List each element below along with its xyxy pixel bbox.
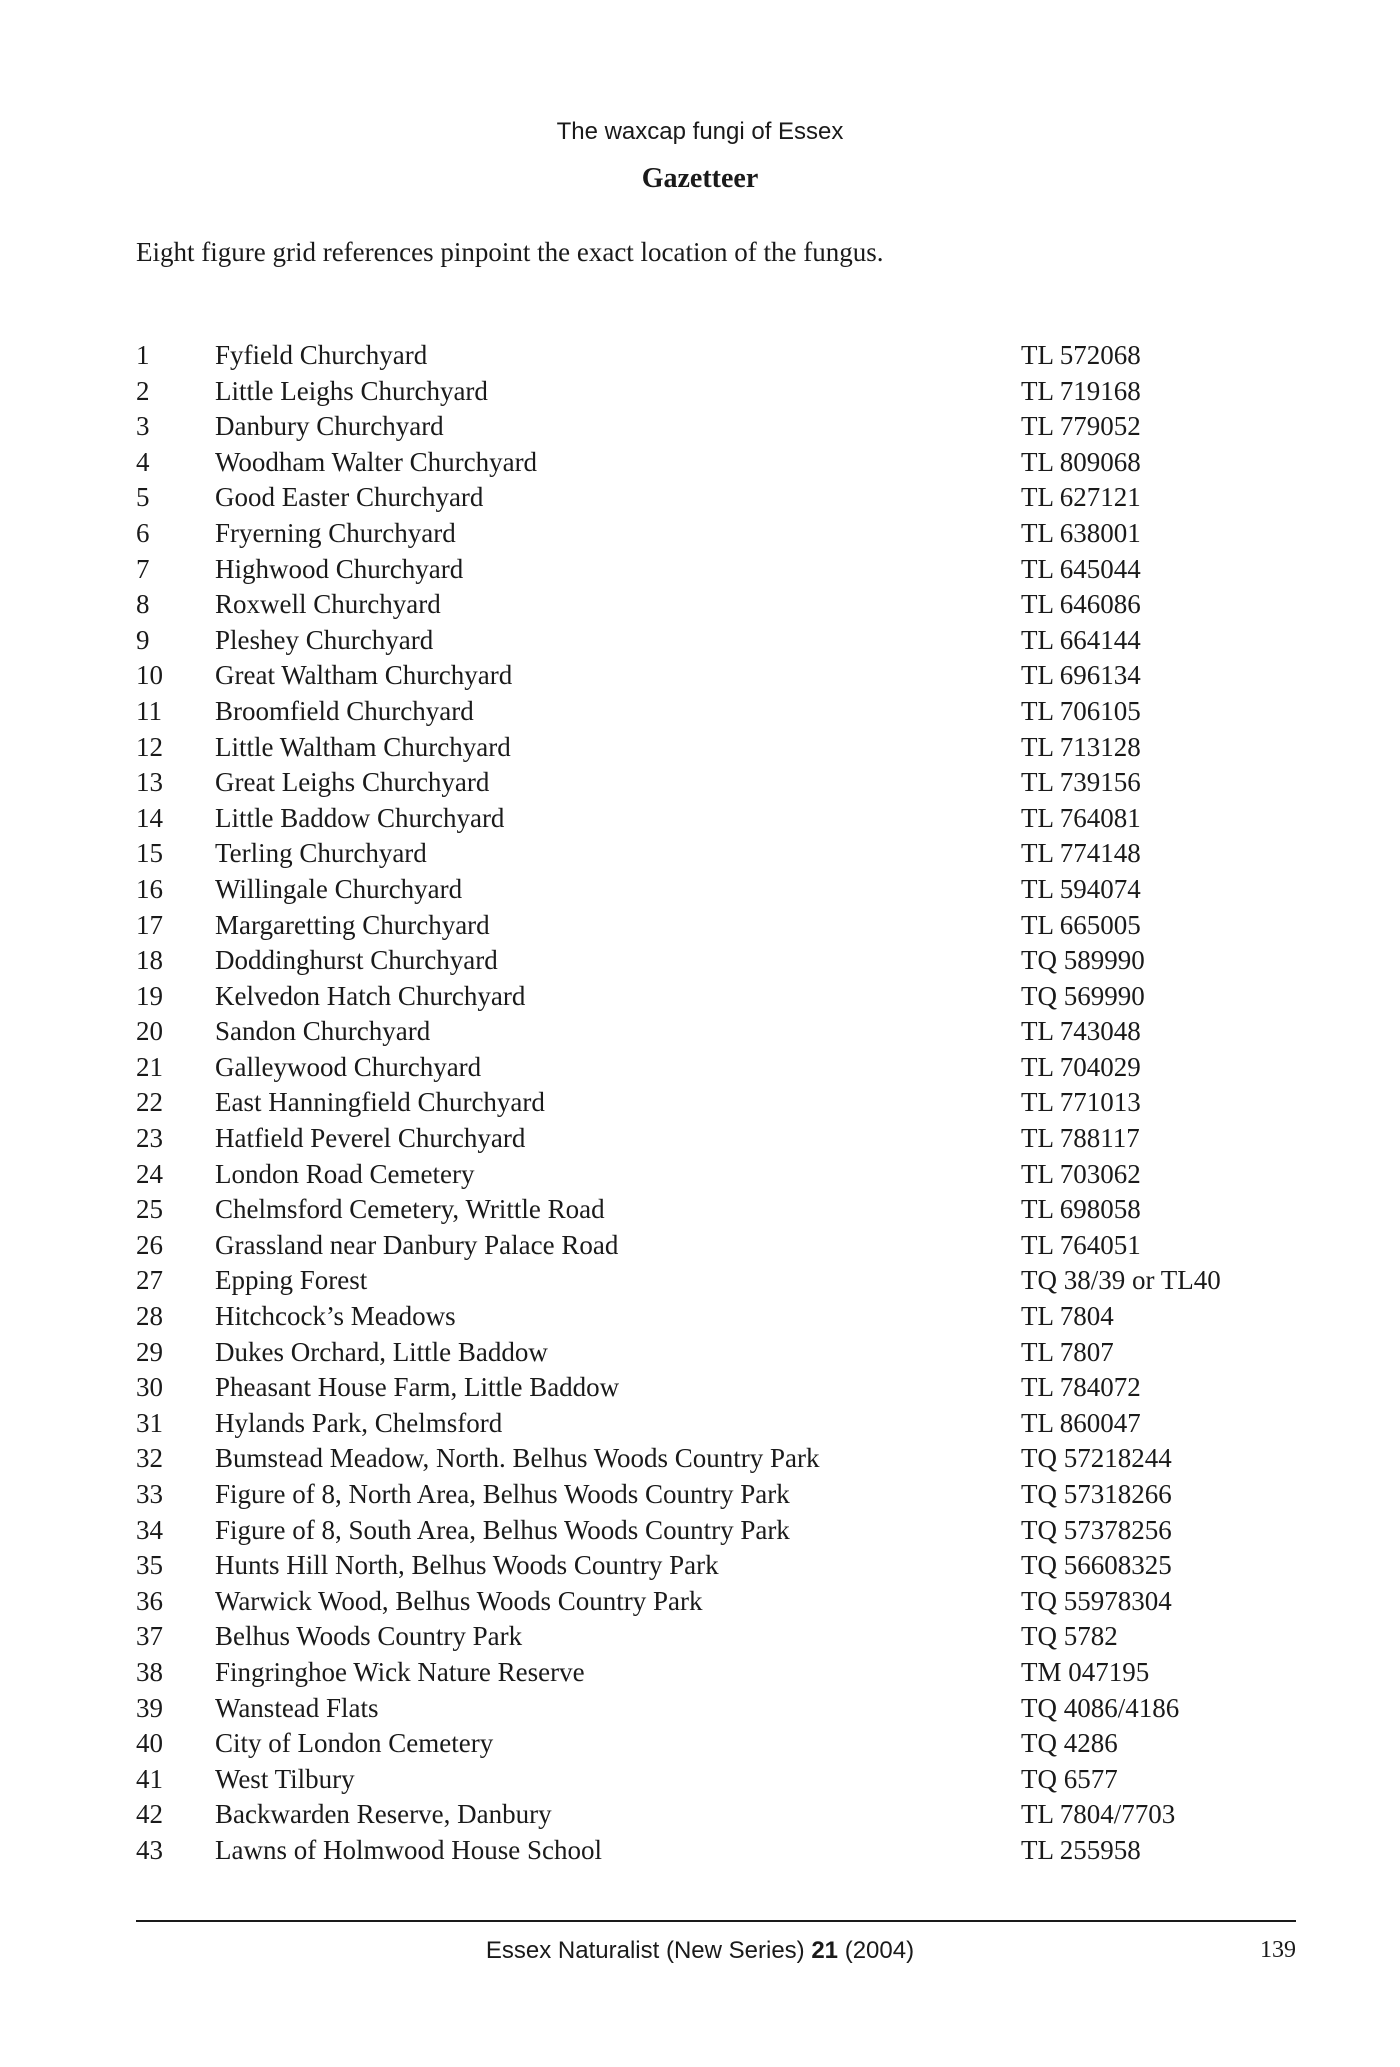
gazetteer-row [136,765,1296,801]
entry-number: 34 [136,1514,163,1545]
gazetteer-row [136,1548,1296,1584]
entry-place: Hatfield Peverel Churchyard [215,1123,526,1154]
gazetteer-row [136,1014,1296,1050]
entry-number: 36 [136,1585,163,1616]
entry-place: Galleywood Churchyard [215,1051,482,1082]
entry-grid-ref: TQ 57378256 [1021,1514,1172,1545]
gazetteer-row [136,1477,1296,1513]
entry-grid-ref: TL 646086 [1021,589,1141,620]
entry-grid-ref: TL 774148 [1021,838,1141,869]
entry-number: 7 [136,553,150,584]
entry-number: 30 [136,1372,163,1403]
entry-place: East Hanningfield Churchyard [215,1087,545,1118]
entry-grid-ref: TL 665005 [1021,909,1141,940]
gazetteer-row [136,1335,1296,1371]
entry-grid-ref: TQ 38/39 or TL40 [1021,1265,1221,1296]
gazetteer-row [136,694,1296,730]
gazetteer-row [136,374,1296,410]
entry-number: 21 [136,1051,163,1082]
entry-grid-ref: TL 743048 [1021,1016,1141,1047]
entry-number: 39 [136,1692,163,1723]
entry-place: Figure of 8, North Area, Belhus Woods Country Park [215,1479,790,1509]
entry-place: Margaretting Churchyard [215,909,490,940]
page-title: Gazetteer [641,163,759,194]
gazetteer-row [136,1299,1296,1335]
entry-number: 42 [136,1799,163,1830]
entry-grid-ref: TQ 4086/4186 [1021,1692,1180,1723]
entry-place: Roxwell Churchyard [215,589,441,620]
gazetteer-row [136,1833,1296,1869]
gazetteer-row [136,445,1296,481]
gazetteer-row [136,1085,1296,1121]
entry-number: 33 [136,1479,163,1509]
entry-grid-ref: TQ 55978304 [1021,1585,1172,1616]
entry-place: Backwarden Reserve, Danbury [215,1799,552,1830]
entry-number: 13 [136,767,163,798]
entry-place: Wanstead Flats [215,1692,379,1723]
intro-paragraph: Eight figure grid references pinpoint the exact location of the fungus. [136,237,884,267]
entry-number: 6 [136,517,150,548]
gazetteer-row [136,1513,1296,1549]
entry-place: Hylands Park, Chelmsford [215,1407,503,1438]
entry-place: Epping Forest [215,1265,368,1296]
entry-place: Broomfield Churchyard [215,695,474,726]
entry-number: 26 [136,1229,163,1260]
journal-year: (2004) [844,1937,915,1964]
gazetteer-row [136,658,1296,694]
entry-grid-ref: TL 698058 [1021,1194,1141,1225]
entry-grid-ref: TQ 56608325 [1021,1550,1172,1581]
entry-place: Dukes Orchard, Little Baddow [215,1336,548,1367]
entry-number: 20 [136,1016,163,1047]
entry-place: Terling Churchyard [215,838,427,869]
entry-place: Grassland near Danbury Palace Road [215,1229,619,1260]
entry-place: Great Leighs Churchyard [215,767,490,798]
entry-number: 16 [136,873,163,904]
entry-grid-ref: TL 784072 [1021,1372,1141,1403]
gazetteer-row [136,1050,1296,1086]
entry-grid-ref: TL 572068 [1021,340,1141,370]
entry-grid-ref: TL 713128 [1021,731,1141,762]
entry-place: Sandon Churchyard [215,1016,431,1047]
entry-grid-ref: TL 860047 [1021,1407,1141,1438]
gazetteer-row [136,908,1296,944]
entry-number: 9 [136,624,150,655]
gazetteer-row [136,872,1296,908]
entry-grid-ref: TL 764051 [1021,1229,1141,1260]
gazetteer-row [136,1655,1296,1691]
entry-number: 19 [136,980,163,1011]
gazetteer-row [136,338,1296,374]
entry-number: 35 [136,1550,163,1581]
entry-grid-ref: TL 719168 [1021,375,1141,406]
gazetteer-row [136,1797,1296,1833]
entry-number: 40 [136,1728,163,1759]
entry-number: 1 [136,340,150,370]
entry-grid-ref: TL 7804 [1021,1301,1114,1332]
gazetteer-row [136,1263,1296,1299]
entry-place: Belhus Woods Country Park [215,1621,523,1652]
entry-number: 29 [136,1336,163,1367]
gazetteer-row [136,730,1296,766]
entry-place: Fyfield Churchyard [215,340,428,370]
entry-place: Lawns of Holmwood House School [215,1834,602,1865]
gazetteer-row [136,801,1296,837]
entry-place: Fingringhoe Wick Nature Reserve [215,1656,585,1687]
entry-place: Highwood Churchyard [215,553,464,584]
entry-grid-ref: TQ 57318266 [1021,1479,1172,1509]
gazetteer-row [136,1441,1296,1477]
entry-number: 25 [136,1194,163,1225]
gazetteer-row [136,1192,1296,1228]
entry-grid-ref: TQ 589990 [1021,945,1145,976]
entry-place: Fryerning Churchyard [215,517,456,548]
entry-grid-ref: TL 771013 [1021,1087,1141,1118]
entry-number: 31 [136,1407,163,1438]
entry-place: City of London Cemetery [215,1728,494,1759]
entry-number: 15 [136,838,163,869]
entry-grid-ref: TL 638001 [1021,517,1141,548]
entry-place: Little Baddow Churchyard [215,802,505,833]
journal-citation [0,1937,1400,1965]
gazetteer-row [136,409,1296,445]
entry-number: 18 [136,945,163,976]
entry-place: Chelmsford Cemetery, Writtle Road [215,1194,605,1225]
footer-rule [136,1920,1296,1922]
entry-place: Doddinghurst Churchyard [215,945,498,976]
entry-grid-ref: TL 7807 [1021,1336,1114,1367]
entry-place: West Tilbury [215,1763,355,1794]
gazetteer-list [136,338,1296,1869]
entry-place: Hitchcock’s Meadows [215,1301,456,1332]
gazetteer-row [136,623,1296,659]
entry-number: 14 [136,802,163,833]
gazetteer-row [136,516,1296,552]
entry-grid-ref: TQ 569990 [1021,980,1145,1011]
entry-grid-ref: TL 779052 [1021,411,1141,442]
entry-place: Great Waltham Churchyard [215,660,513,691]
entry-grid-ref: TQ 6577 [1021,1763,1118,1794]
gazetteer-row [136,587,1296,623]
journal-name: Essex Naturalist (New Series) [485,1937,805,1964]
entry-grid-ref: TL 703062 [1021,1158,1141,1189]
entry-number: 4 [136,446,150,477]
entry-number: 12 [136,731,163,762]
entry-grid-ref: TM 047195 [1021,1656,1150,1687]
entry-place: Willingale Churchyard [215,873,463,904]
entry-number: 27 [136,1265,163,1296]
entry-grid-ref: TL 739156 [1021,767,1141,798]
entry-grid-ref: TL 645044 [1021,553,1141,584]
entry-grid-ref: TL 704029 [1021,1051,1141,1082]
entry-number: 43 [136,1834,163,1865]
entry-grid-ref: TL 809068 [1021,446,1141,477]
entry-grid-ref: TQ 4286 [1021,1728,1118,1759]
entry-number: 41 [136,1763,163,1794]
running-title: The waxcap fungi of Essex [556,118,844,145]
entry-grid-ref: TL 764081 [1021,802,1141,833]
entry-grid-ref: TL 706105 [1021,695,1141,726]
entry-place: Little Waltham Churchyard [215,731,511,762]
entry-place: Good Easter Churchyard [215,482,484,513]
entry-number: 3 [136,411,150,442]
entry-number: 8 [136,589,150,620]
entry-place: Danbury Churchyard [215,411,444,442]
gazetteer-row [136,1619,1296,1655]
journal-volume: 21 [811,1937,839,1964]
entry-place: Bumstead Meadow, North. Belhus Woods Country Park [215,1443,820,1474]
gazetteer-row [136,1691,1296,1727]
gazetteer-row [136,1370,1296,1406]
entry-place: Woodham Walter Churchyard [215,446,538,477]
gazetteer-row [136,1584,1296,1620]
gazetteer-row [136,1762,1296,1798]
entry-grid-ref: TL 627121 [1021,482,1141,513]
gazetteer-row [136,1726,1296,1762]
entry-number: 10 [136,660,163,691]
entry-grid-ref: TL 696134 [1021,660,1141,691]
entry-grid-ref: TQ 5782 [1021,1621,1118,1652]
entry-grid-ref: TQ 57218244 [1021,1443,1172,1474]
entry-place: Warwick Wood, Belhus Woods Country Park [215,1585,703,1616]
entry-number: 24 [136,1158,163,1189]
entry-number: 38 [136,1656,163,1687]
entry-grid-ref: TL 7804/7703 [1021,1799,1176,1830]
gazetteer-row [136,979,1296,1015]
entry-grid-ref: TL 255958 [1021,1834,1141,1865]
gazetteer-row [136,943,1296,979]
gazetteer-row [136,1406,1296,1442]
entry-place: Little Leighs Churchyard [215,375,488,406]
entry-grid-ref: TL 664144 [1021,624,1141,655]
entry-place: London Road Cemetery [215,1158,475,1189]
entry-number: 22 [136,1087,163,1118]
entry-place: Figure of 8, South Area, Belhus Woods Country Park [215,1514,790,1545]
gazetteer-row [136,1228,1296,1264]
entry-number: 17 [136,909,163,940]
entry-grid-ref: TL 788117 [1021,1123,1140,1154]
entry-number: 5 [136,482,150,513]
page-number: 139 [1260,1937,1296,1963]
entry-place: Pheasant House Farm, Little Baddow [215,1372,620,1403]
entry-place: Hunts Hill North, Belhus Woods Country Park [215,1550,719,1581]
entry-number: 37 [136,1621,163,1652]
entry-number: 11 [136,695,162,726]
entry-number: 28 [136,1301,163,1332]
gazetteer-row [136,836,1296,872]
entry-place: Pleshey Churchyard [215,624,434,655]
entry-grid-ref: TL 594074 [1021,873,1141,904]
entry-place: Kelvedon Hatch Churchyard [215,980,526,1011]
gazetteer-row [136,1121,1296,1157]
gazetteer-row [136,1157,1296,1193]
entry-number: 32 [136,1443,163,1474]
gazetteer-row [136,552,1296,588]
entry-number: 23 [136,1123,163,1154]
gazetteer-row [136,480,1296,516]
entry-number: 2 [136,375,150,406]
